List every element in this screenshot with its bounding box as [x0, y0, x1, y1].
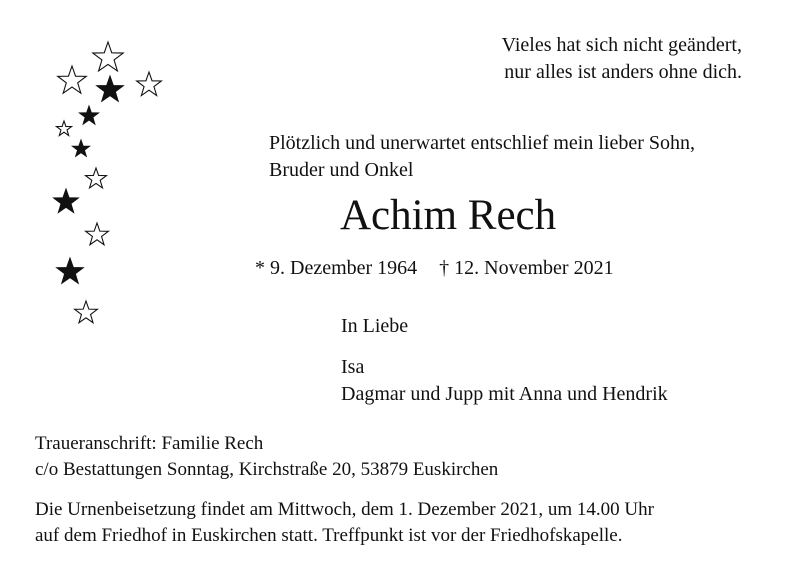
outline-star-icon	[54, 119, 74, 139]
filled-star-icon	[51, 187, 81, 217]
filled-star-icon	[77, 104, 101, 128]
deceased-name: Achim Rech	[340, 192, 557, 239]
quote-line-2: nur alles ist anders ohne dich.	[504, 61, 742, 83]
outline-star-icon	[83, 166, 109, 192]
intro-line-2: Bruder und Onkel	[269, 159, 414, 181]
mourners-list	[341, 354, 668, 408]
mourner-line-1: Isa	[341, 356, 365, 378]
stars-decoration	[0, 0, 200, 340]
intro-text	[269, 130, 695, 184]
life-dates	[255, 257, 614, 280]
burial-notice	[35, 497, 654, 549]
intro-line-1: Plötzlich und unerwartet entschlief mein lieber Sohn,	[269, 132, 695, 154]
outline-star-icon	[55, 64, 89, 98]
filled-star-icon	[70, 138, 92, 160]
mourning-address	[35, 431, 498, 483]
death-date: † 12. November 2021	[439, 257, 614, 279]
outline-star-icon	[134, 70, 164, 100]
filled-star-icon	[54, 256, 86, 288]
notice-line-2: auf dem Friedhof in Euskirchen statt. Treffpunkt ist vor der Friedhofskapelle.	[35, 525, 623, 546]
filled-star-icon	[94, 74, 126, 106]
quote	[502, 32, 742, 86]
address-line-2: c/o Bestattungen Sonntag, Kirchstraße 20, 53879 Euskirchen	[35, 459, 499, 480]
mourner-line-2: Dagmar und Jupp mit Anna und Hendrik	[341, 383, 668, 405]
outline-star-icon	[72, 299, 100, 327]
notice-line-1: Die Urnenbeisetzung findet am Mittwoch, dem 1. Dezember 2021, um 14.00 Uhr	[35, 499, 654, 520]
birth-date: * 9. Dezember 1964	[255, 257, 418, 279]
outline-star-icon	[83, 221, 111, 249]
in-love-label: In Liebe	[341, 315, 409, 337]
quote-line-1: Vieles hat sich nicht geändert,	[501, 34, 742, 56]
address-line-1: Traueranschrift: Familie Rech	[35, 433, 264, 454]
outline-star-icon	[90, 40, 126, 76]
